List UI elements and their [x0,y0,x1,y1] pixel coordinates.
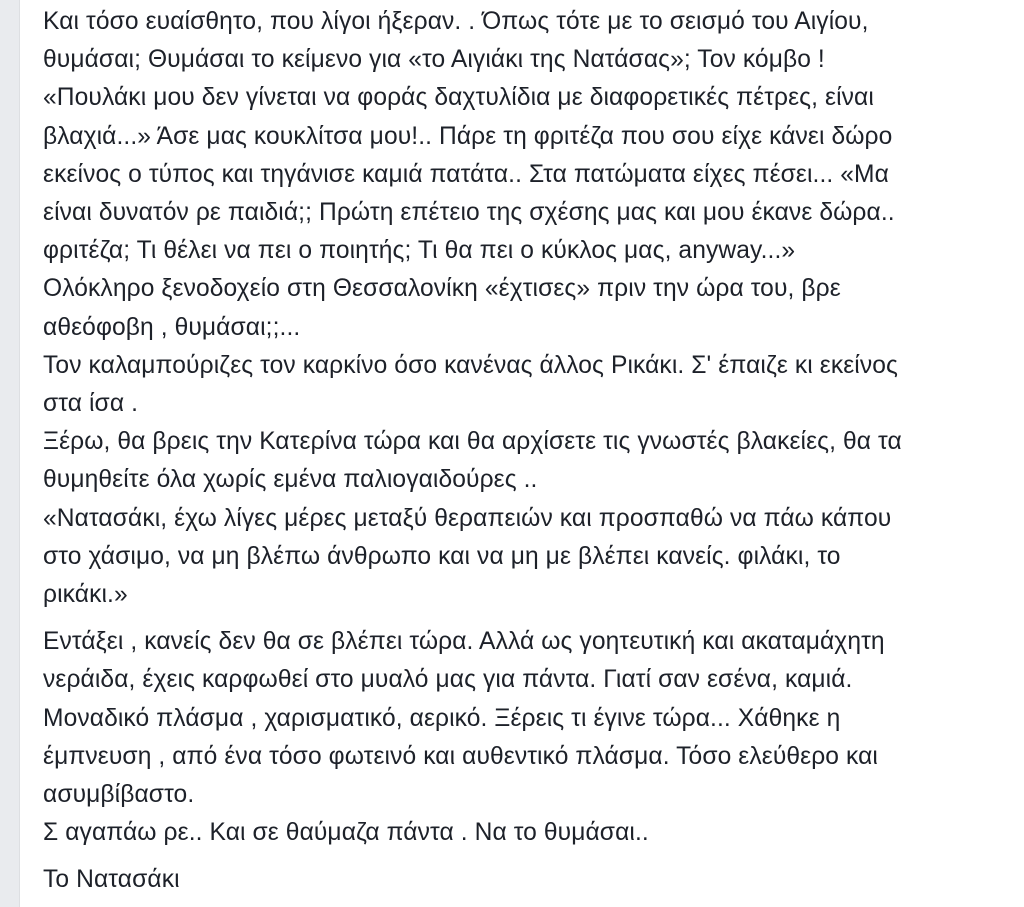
post-line: Ξέρω, θα βρεις την Κατερίνα τώρα και θα αρχίσετε τις γνωστές βλακείες, θα τα [43,428,902,456]
post-line: Σ αγαπάω ρε.. Και σε θαύμαζα πάντα . Να το θυμάσαι.. [43,819,649,847]
post-signature [43,861,1003,899]
post-line: «Νατασάκι, έχω λίγες μέρες μεταξύ θεραπειών και προσπαθώ να πάω κάπου [43,504,892,532]
post-line: στα ίσα . [43,390,139,418]
post-line: εκείνος ο τύπος και τηγάνισε καμιά πατάτα.. Στα πατώματα είχες πέσει... «Μα [43,160,889,188]
post-line: ρικάκι.» [43,581,128,609]
signature-line: Το Νατασάκι [43,866,180,894]
post-line: θυμηθείτε όλα χωρίς εμένα παλιογαιδούρες .. [43,466,538,494]
post-line: «Πουλάκι μου δεν γίνεται να φοράς δαχτυλίδια με διαφορετικές πέτρες, είναι [43,84,874,112]
post-line: φριτέζα; Τι θέλει να πει ο ποιητής; Τι θα πει ο κύκλος μας, anyway...» [43,237,796,265]
post-line: στο χάσιμο, να μη βλέπω άνθρωπο και να μη με βλέπει κανείς. φιλάκι, το [43,542,841,570]
post-line: Και τόσο ευαίσθητο, που λίγοι ήξεραν. . Όπως τότε με το σεισμό του Αιγίου, [43,8,869,35]
post-line: Τον καλαμπούριζες τον καρκίνο όσο κανένας άλλος Ρικάκι. Σ' έπαιζε κι εκείνος [43,351,899,379]
post-line: αθεόφοβη , θυμάσαι;;... [43,313,301,341]
post-line: έμπνευση , από ένα τόσο φωτεινό και αυθεντικό πλάσμα. Τόσο ελεύθερο και [43,742,878,770]
post-paragraph-1 [43,3,1003,614]
post-line: Εντάξει , κανείς δεν θα σε βλέπει τώρα. Αλλά ως γοητευτική και ακαταμάχητη [43,628,885,656]
post-card [19,0,1024,907]
post-text [43,3,1003,900]
post-line: ασυμβίβαστο. [43,781,195,809]
post-line: Μοναδικό πλάσμα , χαρισματικό, αερικό. Ξέρεις τι έγινε τώρα... Χάθηκε η [43,704,841,732]
post-paragraph-2 [43,623,1003,852]
post-line: Ολόκληρο ξενοδοχείο στη Θεσσαλονίκη «έχτισες» πριν την ώρα του, βρε [43,275,841,303]
page-background-strip [0,0,19,907]
post-line: νεράιδα, έχεις καρφωθεί στο μυαλό μας για πάντα. Γιατί σαν εσένα, καμιά. [43,666,853,694]
post-line: είναι δυνατόν ρε παιδιά;; Πρώτη επέτειο της σχέσης μας και μου έκανε δώρα.. [43,199,895,227]
post-line: βλαχιά...» Άσε μας κουκλίτσα μου!.. Πάρε τη φριτέζα που σου είχε κάνει δώρο [43,122,893,150]
post-line: θυμάσαι; Θυμάσαι το κείμενο για «το Αιγιάκι της Νατάσας»; Τον κόμβο ! [43,46,825,74]
